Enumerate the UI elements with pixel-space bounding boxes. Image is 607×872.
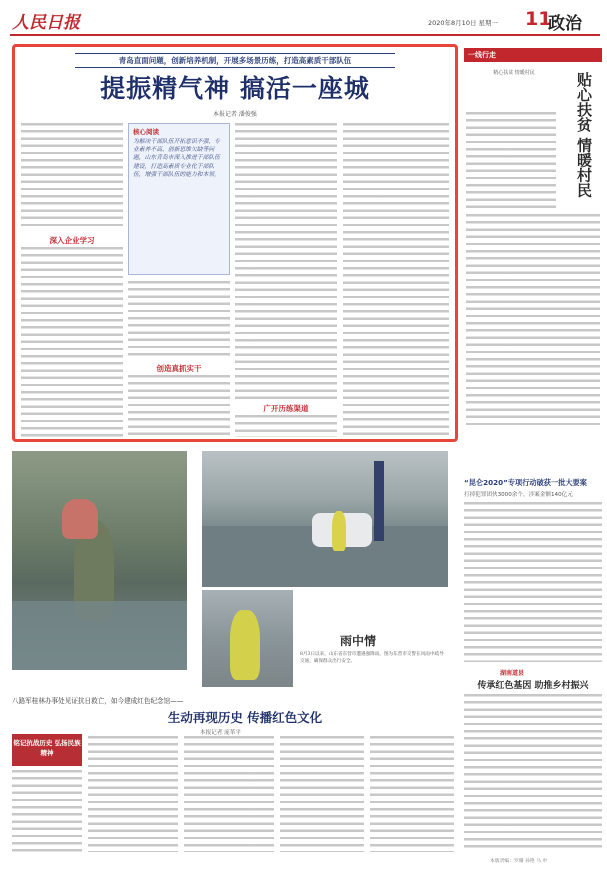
bottom-headline: 生动再现历史 传播红色文化 xyxy=(167,710,323,725)
lead-body-col-1a xyxy=(21,123,123,228)
photo-feature-title: 雨中情 xyxy=(340,634,377,648)
traffic-officer-photo xyxy=(202,590,293,687)
photo-feature-caption: 8月3日以来，山东省东营市遭遇强降雨。图为东营市交警在风雨中疏导交通，确保群众出行安全。 xyxy=(300,652,444,664)
lead-byline: 本报记者 潘俊强 xyxy=(213,111,257,118)
flooded-street-photo xyxy=(202,451,448,587)
bottom-body-1 xyxy=(12,770,82,852)
lead-body-col-3b xyxy=(235,415,337,437)
right-story-1-body xyxy=(464,502,602,662)
memorial-banner: 铭记抗战历史 弘扬民族精神 xyxy=(12,734,82,766)
core-reading-box xyxy=(128,123,230,275)
lead-body-col-3 xyxy=(235,123,337,399)
rescue-photo xyxy=(12,451,187,670)
bottom-byline: 本报记者 庞革平 xyxy=(200,730,241,736)
newspaper-logo: 人民日报 xyxy=(12,13,80,33)
bottom-body-2 xyxy=(88,736,178,852)
masthead xyxy=(10,6,600,36)
lead-subhead-2: 创造真抓实干 xyxy=(156,364,202,373)
page-footer: 本版责编：罗珊 孙艳 马 申 xyxy=(490,859,548,864)
officer-in-raincoat xyxy=(230,610,260,680)
lead-body-col-2a xyxy=(128,281,230,359)
core-reading-text: 为解决干部队伍开拓意识不强、专业素养不高、创新思维欠缺等问题，山东青岛市深入推进干部队伍建设，打造高素质专业化干部队伍，增强干部队伍的能力和本领。 xyxy=(133,139,220,178)
sidebar-intro xyxy=(478,70,550,77)
core-reading-title: 核心阅读 xyxy=(133,128,159,136)
lead-headline: 提振精气神 搞活一座城 xyxy=(100,74,370,103)
sidebar-header: 一线行走 xyxy=(464,48,602,62)
bottom-body-4 xyxy=(280,736,364,852)
right-story-2-body xyxy=(464,694,602,850)
sidebar-intro-text: 精心扶贫 情暖村民 xyxy=(493,70,535,76)
right-story-2-title: 传承红色基因 助推乡村振兴 xyxy=(477,681,589,691)
page-number: 11 xyxy=(525,8,552,30)
right-story-1-title: “昆仑2020”专项行动破获一批大要案 xyxy=(464,478,587,487)
issue-date: 2020年8月10日 星期一 xyxy=(428,19,499,27)
sidebar-title: 贴心扶贫 情暖村民 xyxy=(575,72,593,198)
lead-subhead-1: 深入企业学习 xyxy=(49,236,95,245)
bottom-body-5 xyxy=(370,736,454,852)
lead-subhead-3: 广开历练渠道 xyxy=(263,404,309,413)
sidebar-body-2 xyxy=(466,214,600,426)
lead-body-col-4 xyxy=(343,123,449,437)
bottom-body-3 xyxy=(184,736,274,852)
traffic-sign xyxy=(374,461,384,541)
right-story-2-kicker: 湖南道县 xyxy=(500,670,525,677)
lead-kicker: 青岛直面问题，创新培养机制，开展多场景历练，打造高素质干部队伍 xyxy=(75,53,395,68)
bottom-kicker: 八路军桂林办事处见证抗日救亡，如今建成红色纪念馆—— xyxy=(12,697,184,705)
section-name: 政治 xyxy=(548,14,582,34)
sidebar-body-1 xyxy=(466,112,556,208)
officer-figure xyxy=(332,511,346,551)
carried-person-figure xyxy=(62,499,98,539)
right-story-1-subtitle: 打掉犯罪团伙3000余个，涉案金额140亿元 xyxy=(464,492,573,498)
floodwater xyxy=(12,601,187,670)
lead-article[interactable] xyxy=(12,44,458,442)
lead-body-col-2b xyxy=(128,375,230,437)
lead-body-col-1b xyxy=(21,247,123,437)
